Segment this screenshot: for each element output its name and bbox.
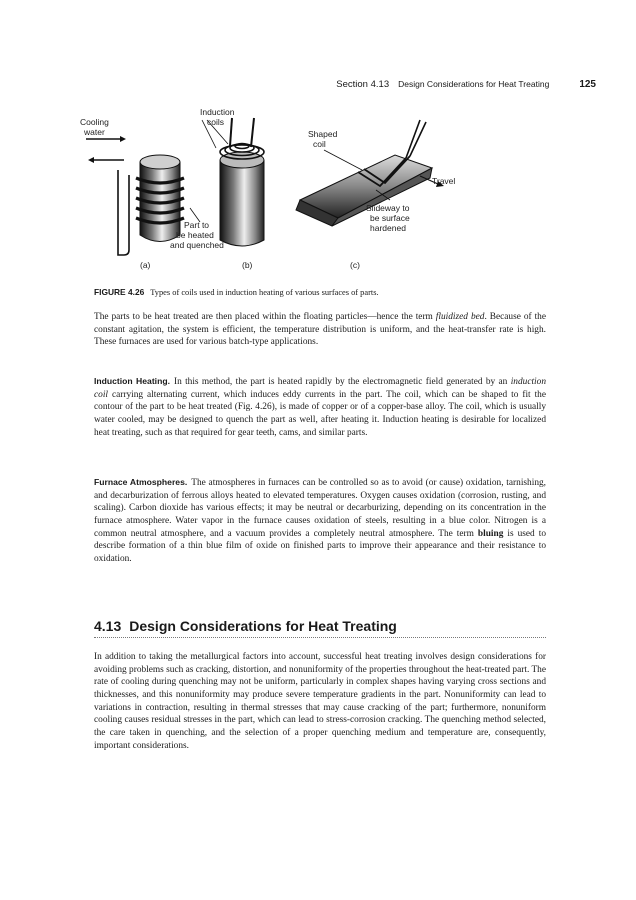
page-number: 125 bbox=[579, 79, 596, 90]
figure-4-26 bbox=[80, 100, 480, 280]
panel-a-drawing bbox=[86, 136, 184, 255]
running-head-title: Design Considerations for Heat Treating bbox=[398, 79, 550, 89]
paragraph-fluidized-bed bbox=[94, 311, 546, 349]
paragraph-fluidized-bed-text-a: The parts to be heat treated are then placed within the floating particles—hence the term bbox=[94, 312, 436, 322]
label-cooling-water: Cooling bbox=[80, 117, 109, 127]
paragraph-induction-heating bbox=[94, 375, 546, 439]
label-cooling-water-2: water bbox=[84, 127, 105, 137]
paragraph-fluidized-bed-text-b: . Because of the constant agitation, the system is efficient, the temperature distribution is uniform, and the heat-transfer rate is high. These furnaces are used for various batch-type applications. bbox=[94, 312, 546, 348]
panel-label-c: (c) bbox=[350, 260, 360, 270]
figure-caption-label: FIGURE 4.26 bbox=[94, 287, 145, 297]
paragraph-furnace-atmospheres bbox=[94, 476, 546, 566]
label-travel: Travel bbox=[432, 176, 456, 186]
term-induction-coil: induction coil bbox=[94, 377, 546, 400]
paragraph-furnace-text-b: is used to describe formation of a thin blue film of oxide on finished parts to improve their appearance and their resistance to oxidation. bbox=[94, 528, 546, 564]
label-shaped-coil: Shaped bbox=[308, 129, 338, 139]
paragraph-induction-text-a: In this method, the part is heated rapidly by the electromagnetic field generated by an bbox=[173, 377, 511, 387]
paragraph-induction-text-b: carrying alternating current, which induces eddy currents in the part. The coil, which can be shaped to fit the contour of the part to be heat treated (Fig. 4.26), is made of copper or of a copper-base alloy. The coil, which is usually water cooled, may be designed to quench the part as well, after heating it. Induction heating is desirable for localized heat treating, such as that required for gear teeth, cams, and similar parts. bbox=[94, 389, 546, 438]
heading-rule bbox=[94, 637, 546, 638]
figure-caption bbox=[94, 287, 564, 297]
term-fluidized-bed: fluidized bed bbox=[435, 312, 485, 322]
label-induction-coils: Induction bbox=[200, 107, 235, 117]
label-slideway-3: hardened bbox=[370, 223, 406, 233]
section-title: Design Considerations for Heat Treating bbox=[129, 618, 397, 634]
label-shaped-coil-2: coil bbox=[313, 139, 326, 149]
figure-illustration bbox=[80, 100, 480, 280]
label-part-3: and quenched bbox=[170, 240, 224, 250]
term-bluing: bluing bbox=[477, 528, 504, 539]
running-head-section: Section 4.13 bbox=[336, 79, 390, 90]
running-head bbox=[300, 79, 596, 90]
heading-furnace-atmospheres: Furnace Atmospheres. bbox=[94, 477, 188, 487]
label-induction-coils-2: coils bbox=[207, 117, 225, 127]
section-heading bbox=[94, 618, 546, 634]
figure-caption-text: Types of coils used in induction heating of various surfaces of parts. bbox=[150, 288, 379, 297]
panel-label-b: (b) bbox=[242, 260, 253, 270]
label-slideway-2: be surface bbox=[370, 213, 410, 223]
paragraph-design-considerations: In addition to taking the metallurgical factors into account, successful heat treating involves design considerations for avoiding problems such as cracking, distortion, and nonuniformity of the properties throughout the heat-treated part. The rate of cooling during quenching may not be uniform, particularly in complex shapes having varying cross sections and thicknesses, and this nonuniformity may produce severe temperature gradients in the part. Nonuniformity can lead to variations in contraction, resulting in thermal stresses that may cause cracking of the part; furthermore, nonuniform cooling causes residual stresses in the part, which can lead to stress-corrosion cracking. The quenching method selected, the care taken in quenching, and the selection of a proper quenching medium and temperature are, consequently, important considerations. bbox=[94, 652, 546, 751]
paragraph-furnace-text-a: The atmospheres in furnaces can be controlled so as to avoid (or cause) oxidation, tarnishing, and decarburization of ferrous alloys heated to elevated temperatures. Oxygen causes oxidation (corrosion, rusting, and scaling). Carbon dioxide has various effects; it may be neutral or decarburizing, depending on its concentration in the furnace atmosphere. Water vapor in the furnace causes oxidation of steels, resulting in a blue color. Nitrogen is a common neutral atmosphere, and a vacuum provides a completely neutral atmosphere. The term bbox=[94, 478, 546, 539]
label-part-2: be heated bbox=[176, 230, 214, 240]
panel-label-a: (a) bbox=[140, 260, 151, 270]
heading-induction-heating: Induction Heating. bbox=[94, 376, 170, 386]
label-part: Part to bbox=[184, 220, 210, 230]
label-slideway: Slideway to bbox=[366, 203, 410, 213]
section-number: 4.13 bbox=[94, 618, 122, 634]
